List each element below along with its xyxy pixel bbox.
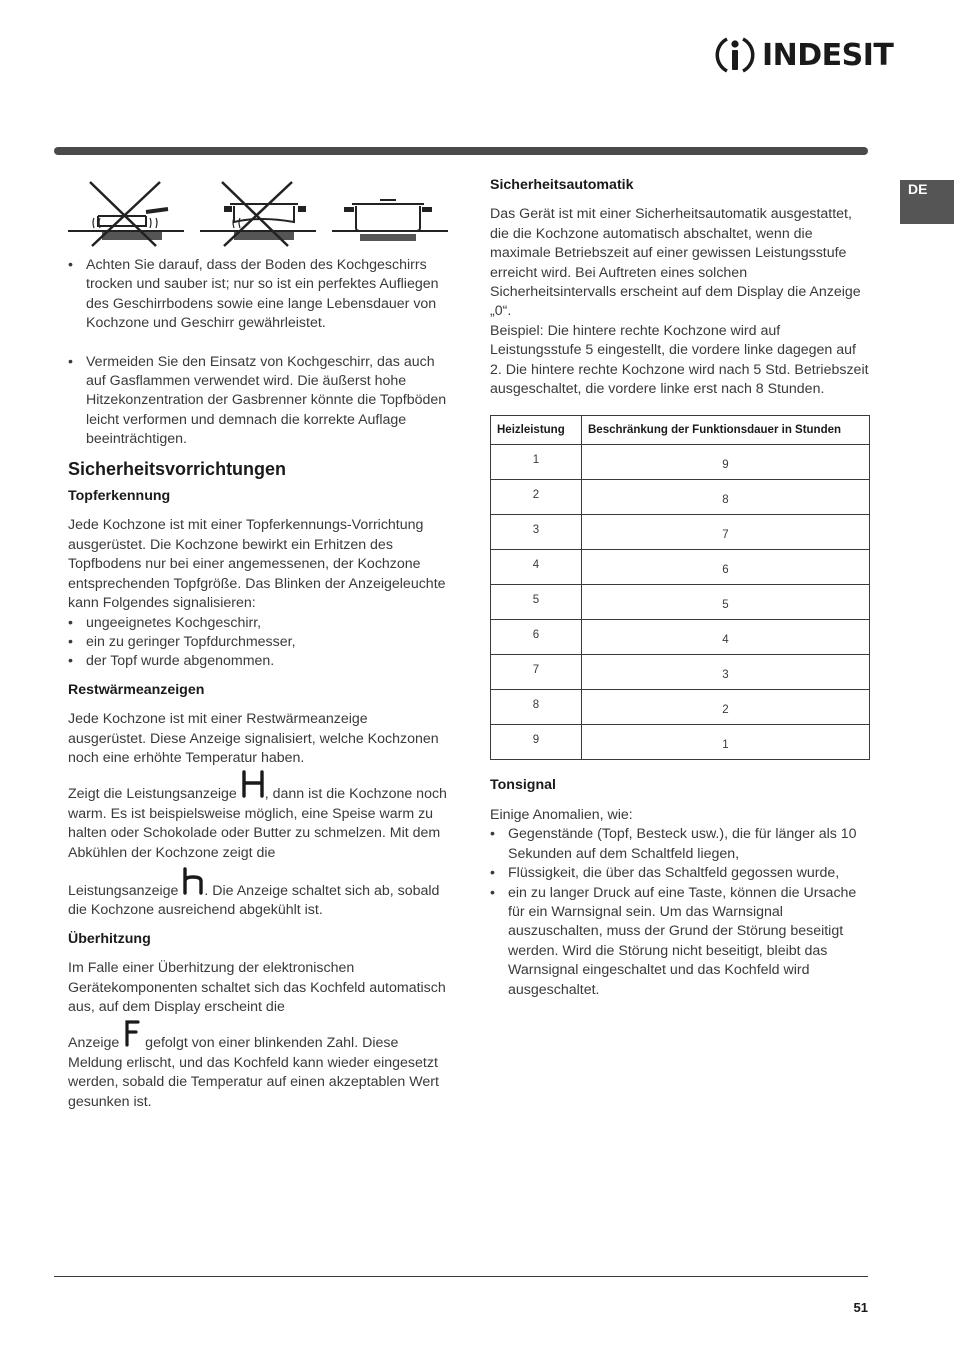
display-h-upper-icon — [241, 770, 265, 798]
table-cell: 9 — [491, 725, 582, 760]
table-cell: 5 — [582, 585, 870, 620]
intro-bullet-list-2 — [68, 353, 448, 450]
sicherheitsautomatik-text-2: Beispiel: Die hintere rechte Kochzone wird auf Leistungsstufe 5 eingestellt, die vordere linke dagegen auf 2. Die hintere rechte Kochzone wird nach 5 Std. Betriebszeit ausgeschaltet, die vordere linke erst nach 8 Stunden. — [490, 322, 869, 398]
table-row — [491, 585, 870, 620]
table-cell: 1 — [491, 445, 582, 480]
table-cell: 2 — [582, 690, 870, 725]
list-item: • ungeeignetes Kochgeschirr, — [68, 614, 448, 633]
restwaerme-text-2: Zeigt die Leistungsanzeige , dann ist die Kochzone noch warm. Es ist beispielsweise möglich, eine Speise warm zu halten oder Schokolade oder Butter zu schmelzen. Mit dem Abkühlen der Kochzone zeigt die Leistungsanzeige . Die Anzeige schaltet sich ab, sobald die Kochzone ausreichend abgekühlt ist. — [68, 770, 448, 920]
table-cell: 3 — [582, 655, 870, 690]
table-row — [491, 620, 870, 655]
tonsignal-intro: Einige Anomalien, wie: — [490, 806, 633, 823]
table-cell: 1 — [582, 725, 870, 760]
list-item: • ein zu geringer Topfdurchmesser, — [68, 633, 448, 652]
page-number: 51 — [853, 1300, 868, 1315]
display-h-lower-icon — [182, 867, 204, 895]
sicherheitsautomatik-heading: Sicherheitsautomatik — [490, 177, 634, 193]
table-cell: 9 — [582, 445, 870, 480]
sicherheitsautomatik-text-1: Das Gerät ist mit einer Sicherheitsautomatik ausgestattet, die die Kochzone automatisch abschaltet, wenn die maximale Betriebszeit auf einer gewissen Leistungsstufe erreicht wird. Bei Auftreten eines solchen Sicherheitsintervalls erscheint auf dem Display die Anzeige „0“. — [490, 206, 861, 320]
ueberhitzung-text-1: Im Falle einer Überhitzung der elektronischen Gerätekomponenten schaltet sich das Kochfeld automatisch aus, auf dem Display erscheint die — [68, 960, 446, 1015]
wrong-warped-pan-figure — [200, 176, 316, 248]
table-cell: 4 — [491, 550, 582, 585]
table-row — [491, 655, 870, 690]
table-row — [491, 515, 870, 550]
right-column — [490, 176, 870, 1000]
table-cell: 8 — [491, 690, 582, 725]
duration-table — [490, 415, 870, 760]
table-row — [491, 480, 870, 515]
brand-name: INDESIT — [762, 37, 894, 73]
table-cell: 7 — [491, 655, 582, 690]
table-row — [491, 550, 870, 585]
cookware-figures — [68, 176, 448, 248]
footer-rule — [54, 1276, 868, 1277]
ueberhitzung-heading: Überhitzung — [68, 930, 151, 947]
list-item: • ein zu langer Druck auf eine Taste, können die Ursache für ein Warnsignal sein. Um das Warnsignal auszuschalten, muss der Grund der Störung beseitigt werden. Wird die Störung nicht beseitigt, bleibt das Warnsignal eingeschaltet und das Kochfeld wird ausgeschaltet. — [490, 884, 870, 1000]
topferkennung-list — [68, 614, 448, 672]
indesit-logo — [714, 34, 893, 76]
correct-pan-figure — [332, 176, 448, 248]
intro-bullet-list — [68, 256, 448, 334]
tonsignal-heading: Tonsignal — [490, 777, 556, 794]
left-column — [68, 176, 448, 1112]
table-cell: 2 — [491, 480, 582, 515]
header-rule — [54, 147, 868, 155]
brand-i-icon — [714, 34, 756, 76]
topferkennung-text: Jede Kochzone ist mit einer Topferkennungs-Vorrichtung ausgerüstet. Die Kochzone bewirkt ein Erhitzen des Topfbodens nur bei einer angemessenen, der Kochzone entsprechenden Topfgröße. Das Blinken der Anzeigeleuchte kann Folgendes signalisieren: — [68, 517, 446, 612]
ueberhitzung-text-2: Anzeige gefolgt von einer blinkenden Zahl. Diese Meldung erlischt, und das Kochfeld kann wieder eingesetzt werden, sobald die Temperatur auf einen akzeptablen Wert gesunken ist. — [68, 1019, 448, 1112]
column-header-heizleistung: Heizleistung — [491, 416, 582, 445]
list-item: • Gegenstände (Topf, Besteck usw.), die für länger als 10 Sekunden auf dem Schaltfeld liegen, — [490, 825, 870, 864]
restwaerme-text-1: Jede Kochzone ist mit einer Restwärmeanzeige ausgerüstet. Diese Anzeige signalisiert, welche Kochzonen noch eine erhöhte Temperatur haben. — [68, 711, 439, 766]
restwaerme-heading: Restwärmeanzeigen — [68, 681, 205, 698]
section-title: Sicherheitsvorrichtungen — [68, 458, 287, 479]
list-item: • der Topf wurde abgenommen. — [68, 652, 448, 671]
table-cell: 6 — [491, 620, 582, 655]
table-cell: 3 — [491, 515, 582, 550]
tonsignal-list — [490, 825, 870, 1000]
table-cell: 6 — [582, 550, 870, 585]
table-cell: 5 — [491, 585, 582, 620]
list-item: • Flüssigkeit, die über das Schaltfeld gegossen wurde, — [490, 864, 870, 883]
table-cell: 7 — [582, 515, 870, 550]
table-cell: 8 — [582, 480, 870, 515]
table-row — [491, 690, 870, 725]
table-row — [491, 445, 870, 480]
table-cell: 4 — [582, 620, 870, 655]
display-f-icon — [123, 1019, 141, 1047]
list-item: • Vermeiden Sie den Einsatz von Kochgeschirr, das auch auf Gasflammen verwendet wird. Die äußerst hohe Hitzekonzentration der Gasbrenner könnte die Topfböden leicht verformen und demnach die korrekte Auflage beeinträchtigen. — [68, 353, 448, 450]
table-row — [491, 725, 870, 760]
language-tab: DE — [900, 180, 954, 224]
topferkennung-heading: Topferkennung — [68, 488, 171, 505]
column-header-dauer: Beschränkung der Funktionsdauer in Stunden — [582, 416, 870, 445]
list-item: • Achten Sie darauf, dass der Boden des Kochgeschirrs trocken und sauber ist; nur so ist ein perfektes Aufliegen des Geschirrbodens sowie eine lange Lebensdauer von Kochzone und Geschirr gewährleistet. — [68, 256, 448, 334]
wrong-small-pan-figure — [68, 176, 184, 248]
table-header-row — [491, 416, 870, 445]
